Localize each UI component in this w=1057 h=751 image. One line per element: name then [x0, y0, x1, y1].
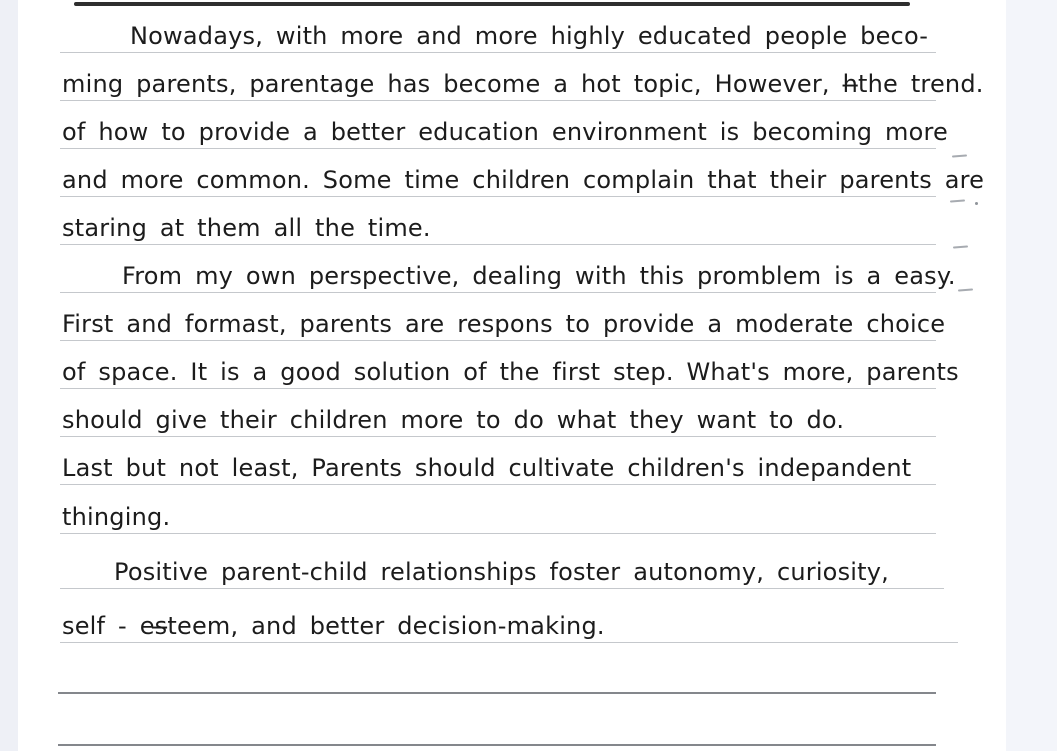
pencil-mark: [950, 199, 965, 202]
handwritten-line: should give their children more to do what they want to do.: [62, 406, 845, 434]
handwritten-line: of how to provide a better education environment is becoming more: [62, 118, 948, 146]
top-border-line: [74, 2, 910, 6]
handwritten-line: From my own perspective, dealing with this promblem is a easy.: [122, 262, 956, 290]
handwritten-line: ming parents, parentage has become a hot topic, However, h̶the trend.: [62, 70, 984, 98]
pencil-dot: [975, 202, 978, 205]
handwritten-line: of space. It is a good solution of the first step. What's more, parents: [62, 358, 959, 386]
handwritten-line: Nowadays, with more and more highly educated people beco-: [130, 22, 929, 50]
handwritten-line: Last but not least, Parents should cultivate children's indepandent: [62, 454, 912, 482]
pencil-mark: [953, 245, 968, 248]
left-margin-strip: [0, 0, 18, 751]
handwritten-line: staring at them all the time.: [62, 214, 431, 242]
handwritten-line: First and formast, parents are respons to provide a moderate choice: [62, 310, 946, 338]
handwritten-line: Positive parent-child relationships foster autonomy, curiosity,: [114, 558, 889, 586]
ruled-line: [58, 692, 936, 694]
right-margin-strip: [1006, 0, 1057, 751]
handwritten-line: self - es̶teem, and better decision-making.: [62, 612, 605, 640]
pencil-mark: [952, 154, 967, 157]
handwritten-line: and more common. Some time children complain that their parents are: [62, 166, 985, 194]
ruled-line: [58, 744, 936, 746]
handwritten-line: thinging.: [62, 503, 171, 531]
